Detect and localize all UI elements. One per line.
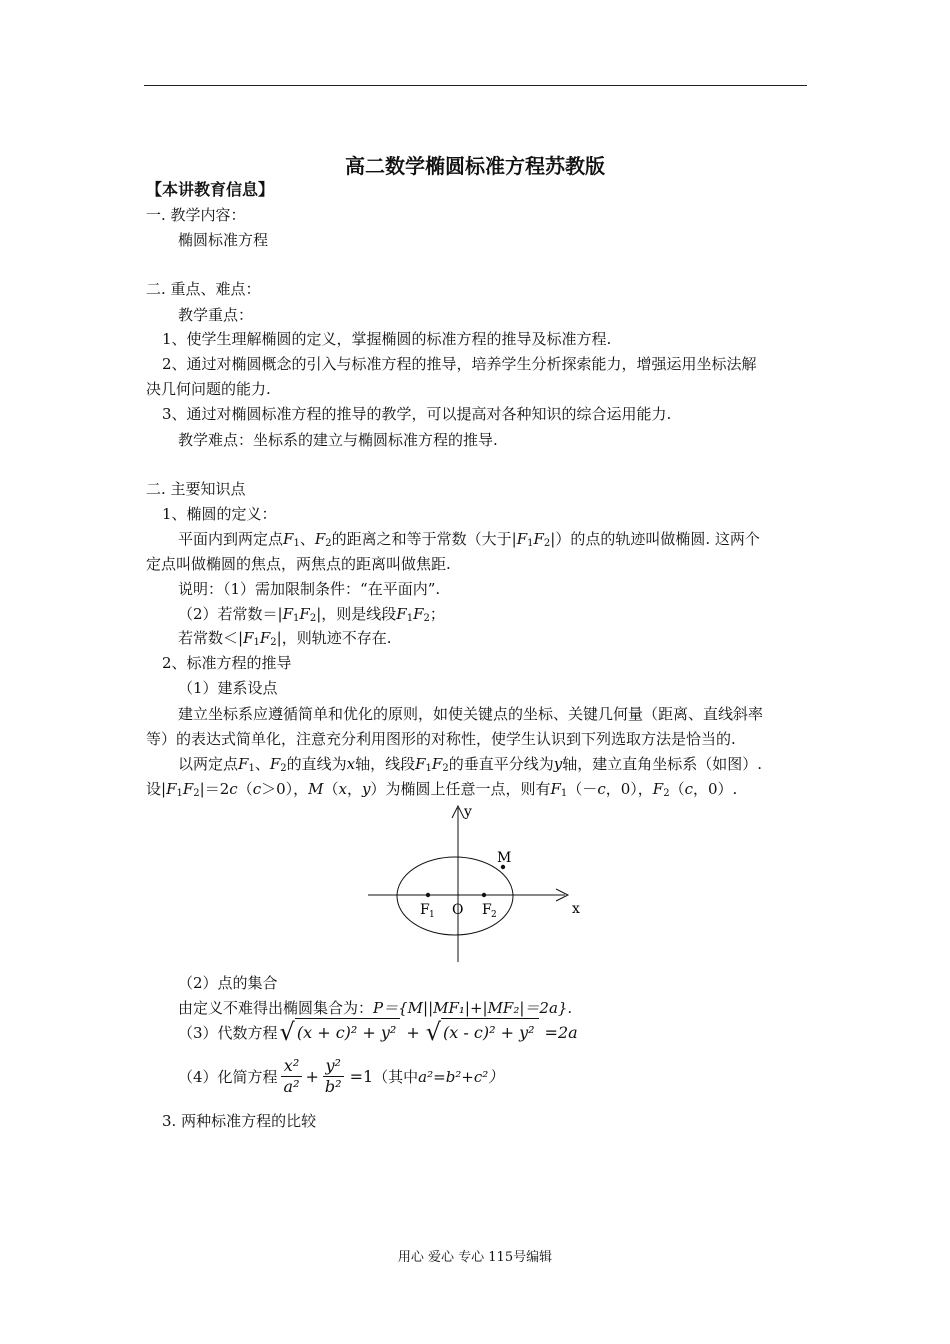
text: 以两定点 [178, 755, 239, 773]
sym-y: y [553, 755, 563, 773]
sym-y: y [362, 780, 371, 798]
sym-f: F [533, 530, 544, 548]
sym-c: c [684, 780, 693, 798]
point-m-label: M [497, 850, 512, 866]
sym-f: F [516, 530, 528, 548]
sub: 2 [325, 538, 332, 549]
text: （ [669, 780, 685, 798]
s1-heading: 一. 教学内容： [146, 206, 246, 224]
definition-line-b: 定点叫做椭圆的焦点，两焦点的距离叫做焦距. [146, 555, 451, 573]
plus-sign: + [305, 1067, 319, 1086]
text: |＝2 [199, 780, 230, 798]
sym-f: F [413, 605, 424, 623]
text: ）为椭圆上任意一点，则有 [370, 780, 551, 798]
text: ＞0）， [261, 780, 309, 798]
note-2 [178, 604, 445, 624]
sym-c: c [229, 780, 238, 798]
note-3 [178, 628, 391, 648]
sym-f: F [269, 755, 281, 773]
sub: 2 [543, 538, 551, 549]
s2-point-2b: 决几何问题的能力. [146, 380, 271, 398]
s3-item-2: 2、标准方程的推导 [162, 654, 292, 672]
equals-2a: =2a [544, 1022, 578, 1042]
paragraph-line-b: 等）的表达式简单化，注意充分利用图形的对称性，使学生认识到下列选取方法是恰当的. [146, 730, 736, 748]
sqrt-right [426, 1018, 539, 1046]
sub: 2 [442, 763, 449, 774]
setup-line-b [146, 779, 737, 799]
sym-f: F [415, 755, 426, 773]
focus-2-sub: 2 [491, 910, 497, 920]
sub: 1 [560, 788, 568, 799]
text: |，则轨迹不存在. [276, 629, 392, 647]
text: （ [323, 780, 339, 798]
sub: 2 [309, 613, 317, 624]
text: 的直线为 [286, 755, 347, 773]
numerator-x: x² [281, 1056, 302, 1077]
fraction-y [322, 1056, 345, 1097]
focus-2-point [482, 893, 486, 897]
denominator-b: b² [324, 1077, 342, 1096]
sub: 1 [293, 538, 300, 549]
relation-formula: a²=b²+c²） [418, 1068, 504, 1086]
numerator-y: y² [323, 1056, 344, 1077]
radical-sign: √ [279, 1018, 295, 1046]
text: 的垂直平分线为 [448, 755, 554, 773]
note-prefix: （其中 [373, 1068, 419, 1086]
text: （－ [567, 780, 598, 798]
radicand-left: (x + c)² + y² [295, 1018, 401, 1046]
sym-c: c [252, 780, 262, 798]
focus-1-label: F [420, 902, 430, 918]
text: （ [237, 780, 253, 798]
sub: 2 [423, 613, 430, 624]
algebraic-equation-row [178, 1018, 578, 1046]
text: 的距离之和等于常数（大于| [331, 530, 517, 548]
text: ，0）. [692, 780, 738, 798]
note-1: 说明：（1）需加限制条件：“在平面内”. [178, 580, 441, 598]
radical-sign: √ [425, 1018, 442, 1046]
definition-line-a [178, 529, 760, 549]
focus-1-sub: 1 [429, 910, 435, 920]
s2-point-2a: 2、通过对椭圆概念的引入与标准方程的推导，培养学生分析探索能力，增强运用坐标法解 [162, 355, 757, 373]
sym-c: c [597, 780, 606, 798]
sub: 2 [193, 788, 200, 799]
s2-point-1: 1、使学生理解椭圆的定义，掌握椭圆的标准方程的推导及标准方程. [162, 330, 612, 348]
text: 轴，建立直角坐标系（如图）. [562, 755, 762, 773]
sub: 2 [270, 637, 277, 648]
sym-f: F [259, 629, 271, 647]
sym-f: F [283, 530, 294, 548]
ellipse-figure [360, 800, 585, 970]
page-footer: 用心 爱心 专心 115号编辑 [397, 1250, 553, 1265]
origin-label: O [452, 902, 464, 918]
page-title: 高二数学椭圆标准方程苏教版 [345, 154, 605, 178]
sub: 1 [406, 613, 414, 624]
standard-equation-row [178, 1056, 503, 1097]
s1-content: 椭圆标准方程 [178, 231, 269, 249]
sym-f: F [238, 755, 249, 773]
text: 轴，线段 [355, 755, 416, 773]
sym-x: x [338, 780, 347, 798]
equals-1: =1 [349, 1067, 374, 1086]
sym-f: F [396, 605, 407, 623]
sym-f: F [314, 530, 326, 548]
text: ； [429, 605, 445, 623]
set-line [178, 998, 572, 1018]
text: （2）若常数＝| [178, 605, 283, 623]
sqrt-left [280, 1018, 401, 1046]
paragraph-line-a: 建立坐标系应遵循简单和优化的原则，如使关键点的坐标、关键几何量（距离、直线斜率 [178, 705, 764, 723]
section-header: 【本讲教育信息】 [146, 180, 275, 199]
setup-line-a [178, 754, 762, 774]
sym-x: x [346, 755, 356, 773]
sym-f: F [299, 605, 310, 623]
axis-y-label: y [464, 804, 472, 820]
sym-f: F [243, 629, 254, 647]
sym-m: M [308, 780, 324, 798]
s3-item-1: 1、椭圆的定义： [162, 505, 277, 523]
sub: 2 [663, 788, 670, 799]
sym-f: F [652, 780, 664, 798]
sub: 1 [425, 763, 432, 774]
set-formula: P＝{M||MF₁|+|MF₂|＝2a}. [373, 999, 573, 1017]
focus-2-label: F [482, 902, 492, 918]
sep: 、 [299, 530, 315, 548]
text: 若常数＜| [178, 629, 244, 647]
sym-f: F [431, 755, 443, 773]
s2-point-3: 3、通过对椭圆标准方程的推导的教学，可以提高对各种知识的综合运用能力. [162, 405, 672, 423]
sym-f: F [550, 780, 561, 798]
focus-1-point [426, 893, 430, 897]
text: |）的点的轨迹叫做椭圆. 这两个 [550, 530, 760, 548]
sub: 1 [176, 788, 183, 799]
step-1: （1）建系设点 [178, 679, 278, 697]
sub: 1 [253, 637, 260, 648]
text: 平面内到两定点 [178, 530, 284, 548]
s3-heading: 二. 主要知识点 [146, 480, 246, 498]
s3-item-3: 3. 两种标准方程的比较 [162, 1112, 317, 1130]
ellipse [397, 857, 513, 935]
s2-difficulty: 教学难点：坐标系的建立与椭圆标准方程的推导. [178, 431, 498, 449]
text: ， [346, 780, 362, 798]
sub: 1 [248, 763, 255, 774]
text: ，0）， [605, 780, 653, 798]
sym-f: F [166, 780, 177, 798]
sub: 1 [293, 613, 300, 624]
step-4-label: （4）化简方程 [178, 1068, 278, 1086]
denominator-a: a² [283, 1077, 300, 1096]
sub: 1 [527, 538, 534, 549]
s2-key-label: 教学重点： [178, 306, 254, 324]
s2-heading: 二. 重点、难点： [146, 280, 261, 298]
fraction-x [281, 1056, 303, 1097]
radicand-right: (x - c)² + y² [441, 1018, 539, 1046]
step-3-label: （3）代数方程 [178, 1023, 278, 1042]
header-rule [144, 85, 807, 86]
sub: 2 [280, 763, 287, 774]
text: 由定义不难得出椭圆集合为： [178, 999, 374, 1017]
sym-f: F [282, 605, 294, 623]
sep: 、 [254, 755, 270, 773]
text: 设| [146, 780, 167, 798]
step-2: （2）点的集合 [178, 974, 278, 992]
axis-x-label: x [572, 901, 580, 917]
plus-sign: + [406, 1022, 420, 1042]
text: |，则是线段 [316, 605, 397, 623]
sym-f: F [182, 780, 194, 798]
